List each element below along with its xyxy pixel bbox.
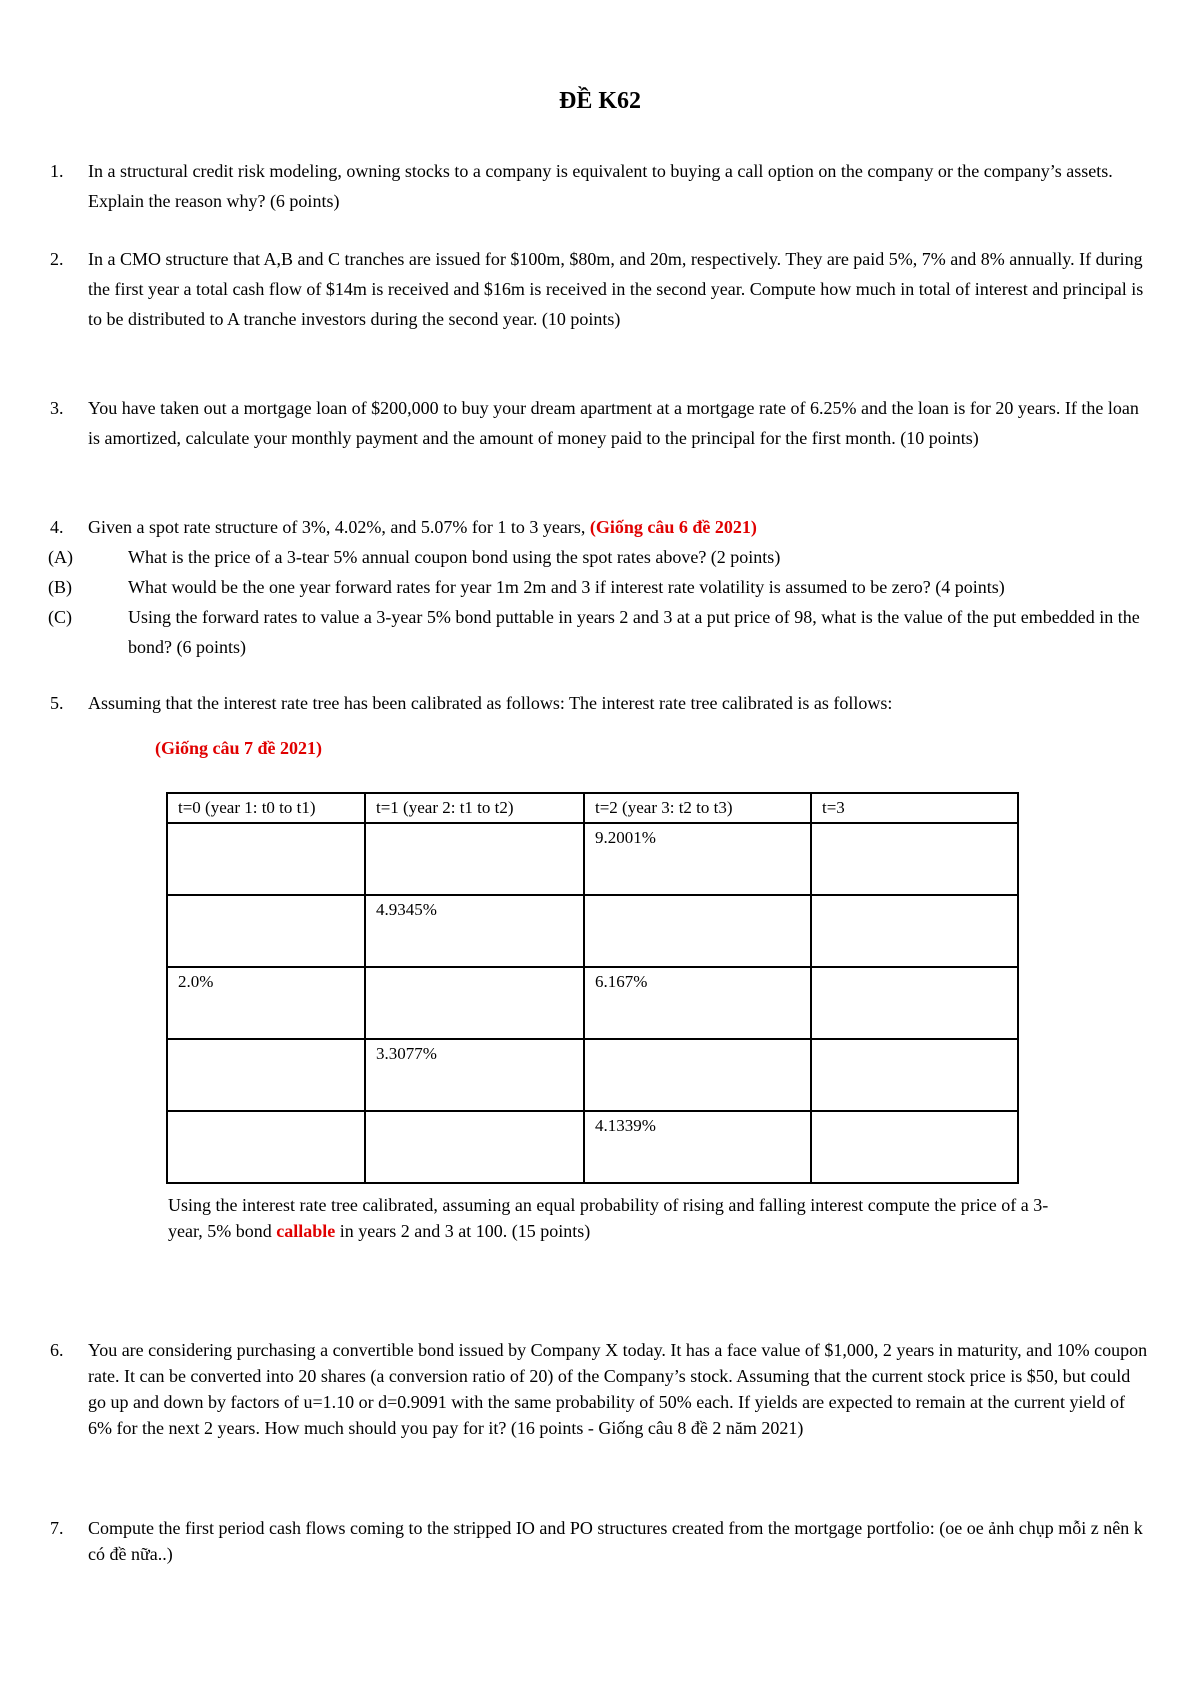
- interest-rate-tree-table: [166, 792, 1019, 1184]
- table-cell: 2.0%: [167, 967, 365, 1039]
- table-cell: [811, 1039, 1018, 1111]
- table-row: [167, 1039, 1018, 1111]
- table-cell: [365, 1111, 584, 1183]
- table-cell: 4.1339%: [584, 1111, 811, 1183]
- header-cell: t=1 (year 2: t1 to t2): [365, 793, 584, 823]
- question-4: [50, 512, 1150, 662]
- header-cell: t=2 (year 3: t2 to t3): [584, 793, 811, 823]
- table-cell: [167, 1039, 365, 1111]
- question-number: 2.: [50, 249, 64, 269]
- table-row: [167, 823, 1018, 895]
- sub-label: (A): [48, 547, 73, 567]
- callable-highlight: callable: [276, 1221, 336, 1241]
- question-4-text: Given a spot rate structure of 3%, 4.02%, and 5.07% for 1 to 3 years,: [88, 517, 586, 537]
- question-text: Compute the first period cash flows coming to the stripped IO and PO structures created from the mortgage portfolio: (oe oe ảnh chụp mỗi z nên k có đề nữa..): [88, 1518, 1143, 1564]
- question-number: 7.: [50, 1518, 64, 1538]
- question-number: 1.: [50, 161, 64, 181]
- question-text: You have taken out a mortgage loan of $200,000 to buy your dream apartment at a mortgage rate of 6.25% and the loan is for 20 years. If the loan is amortized, calculate your monthly payment and the amount of money paid to the principal for the first month. (10 points): [88, 398, 1139, 448]
- question-number: 6.: [50, 1340, 64, 1360]
- followup-text: Using the interest rate tree calibrated, assuming an equal probability of rising and falling interest compute the price of a 3-year, 5% bond: [168, 1195, 1049, 1241]
- table-cell: [167, 895, 365, 967]
- table-row: [167, 967, 1018, 1039]
- question-2: [50, 244, 1150, 334]
- table-cell: [365, 823, 584, 895]
- sub-label: (B): [48, 577, 72, 597]
- sub-text: What would be the one year forward rates for year 1m 2m and 3 if interest rate volatility is assumed to be zero? (4 points): [128, 577, 1005, 597]
- question-5: [50, 688, 1150, 718]
- table-cell: [811, 1111, 1018, 1183]
- question-6: [50, 1337, 1150, 1441]
- table-row: [167, 1111, 1018, 1183]
- table-cell: [584, 1039, 811, 1111]
- sub-text: Using the forward rates to value a 3-year 5% bond puttable in years 2 and 3 at a put price of 98, what is the value of the put embedded in the bond? (6 points): [128, 607, 1140, 657]
- question-number: 5.: [50, 693, 64, 713]
- question-number: 4.: [50, 517, 64, 537]
- table-header-row: [167, 793, 1018, 823]
- table-cell: 4.9345%: [365, 895, 584, 967]
- followup-text: in years 2 and 3 at 100. (15 points): [339, 1221, 591, 1241]
- sub-label: (C): [48, 607, 72, 627]
- table-cell: [811, 823, 1018, 895]
- sub-question-a: [48, 542, 1150, 572]
- question-1: [50, 156, 1150, 216]
- table-cell: 9.2001%: [584, 823, 811, 895]
- table-cell: [167, 1111, 365, 1183]
- sub-question-b: [48, 572, 1150, 602]
- source-note: (Giống câu 6 đề 2021): [589, 517, 757, 537]
- question-text: Assuming that the interest rate tree has been calibrated as follows: The interest rate tree calibrated is as follows:: [88, 693, 893, 713]
- table-row: [167, 895, 1018, 967]
- table-cell: 6.167%: [584, 967, 811, 1039]
- question-7: [50, 1515, 1150, 1567]
- sub-text: What is the price of a 3-tear 5% annual coupon bond using the spot rates above? (2 points): [128, 547, 781, 567]
- table-cell: [811, 967, 1018, 1039]
- header-cell: t=3: [811, 793, 1018, 823]
- table-cell: 3.3077%: [365, 1039, 584, 1111]
- question-text: In a CMO structure that A,B and C tranches are issued for $100m, $80m, and 20m, respectively. They are paid 5%, 7% and 8% annually. If during the first year a total cash flow of $14m is received and $16m is received in the second year. Compute how much in total of interest and principal is to be distributed to A tranche investors during the second year. (10 points): [88, 249, 1144, 329]
- question-number: 3.: [50, 398, 64, 418]
- question-text: You are considering purchasing a convertible bond issued by Company X today. It has a face value of $1,000, 2 years in maturity, and 10% coupon rate. It can be converted into 20 shares (a conversion ratio of 20) of the Company’s stock. Assuming that the current stock price is $50, but could go up and down by factors of u=1.10 or d=0.9091 with the same probability of 50% each. If yields are expected to remain at the current yield of 6% for the next 2 years. How much should you pay for it? (16 points - Giống câu 8 đề 2 năm 2021): [88, 1340, 1148, 1438]
- table-cell: [811, 895, 1018, 967]
- source-note: (Giống câu 7 đề 2021): [155, 738, 323, 758]
- question-text: In a structural credit risk modeling, owning stocks to a company is equivalent to buying a call option on the company or the company’s assets. Explain the reason why? (6 points): [88, 161, 1113, 211]
- question-5-followup: [168, 1192, 1068, 1244]
- table-cell: [167, 823, 365, 895]
- table-cell: [584, 895, 811, 967]
- header-cell: t=0 (year 1: t0 to t1): [167, 793, 365, 823]
- table-cell: [365, 967, 584, 1039]
- page-title: ĐỀ K62: [558, 88, 641, 114]
- question-3: [50, 393, 1150, 453]
- sub-question-c: [48, 602, 1150, 662]
- question-text: [88, 512, 1150, 542]
